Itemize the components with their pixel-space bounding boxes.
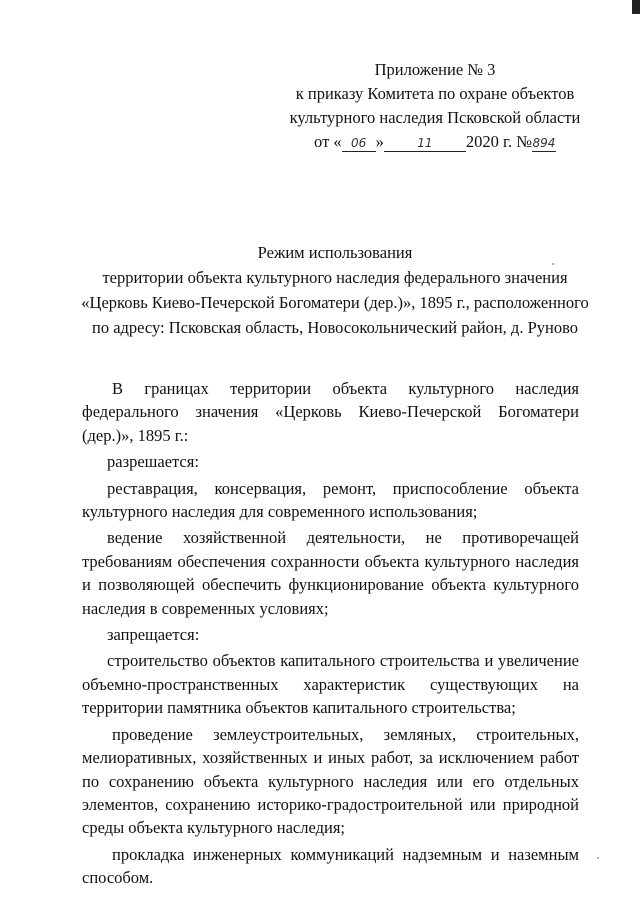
document-title: [60, 240, 610, 340]
prohibited-item-1: строительство объектов капитального строительства и увеличение объемно-пространственных характеристик существующих на территории памятника объектов капитального строительства;: [82, 651, 579, 718]
appendix-committee: культурного наследия Псковской области: [289, 108, 581, 127]
date-year: 2020 г. №: [465, 132, 532, 151]
appendix-header: [285, 58, 585, 154]
appendix-number: Приложение № 3: [374, 60, 496, 79]
order-number-field: 894: [532, 136, 556, 150]
intro-paragraph: В границах территории объекта культурного наследия федерального значения «Церковь Киево-Печерской Богоматери (дер.)», 1895 г.:: [82, 379, 579, 445]
title-line-1: Режим использования: [257, 243, 413, 262]
appendix-order-ref: к приказу Комитета по охране объектов: [295, 84, 575, 103]
title-line-2: территории объекта культурного наследия федерального значения: [102, 268, 568, 287]
permitted-item-2: ведение хозяйственной деятельности, не противоречащей требованиям обеспечения сохранности объекта культурного наследия и позволяющей обеспечить функционирование объекта культурного наследия в современных условиях;: [82, 528, 579, 618]
date-prefix: от «: [314, 132, 342, 151]
prohibited-heading: запрещается:: [107, 625, 200, 645]
prohibited-item-2: проведение землеустроительных, земляных, строительных, мелиоративных, хозяйственных и иных работ, за исключением работ по сохранению объекта культурного наследия или его отдельных элементов, сохранению историко-градостроительной или природной среды объекта культурного наследия;: [82, 724, 579, 838]
scan-speck: [552, 263, 554, 265]
prohibited-item-3: прокладка инженерных коммуникаций надземным и наземным способом.: [82, 844, 579, 888]
date-mid: »: [375, 132, 384, 151]
title-line-4: по адресу: Псковская область, Новосокольнический район, д. Руново: [91, 318, 579, 337]
scan-speck: [597, 857, 599, 859]
title-line-3: «Церковь Киево-Печерской Богоматери (дер.)», 1895 г., расположенного: [81, 293, 589, 312]
document-body: [82, 377, 579, 890]
appendix-date-line: [285, 130, 585, 154]
permitted-heading: разрешается:: [107, 452, 199, 472]
date-day-field: 06: [342, 135, 376, 152]
date-month-field: 11: [384, 135, 466, 152]
permitted-item-1: реставрация, консервация, ремонт, приспособление объекта культурного наследия для современного использования;: [82, 478, 579, 522]
scan-corner-mark: [632, 0, 640, 14]
